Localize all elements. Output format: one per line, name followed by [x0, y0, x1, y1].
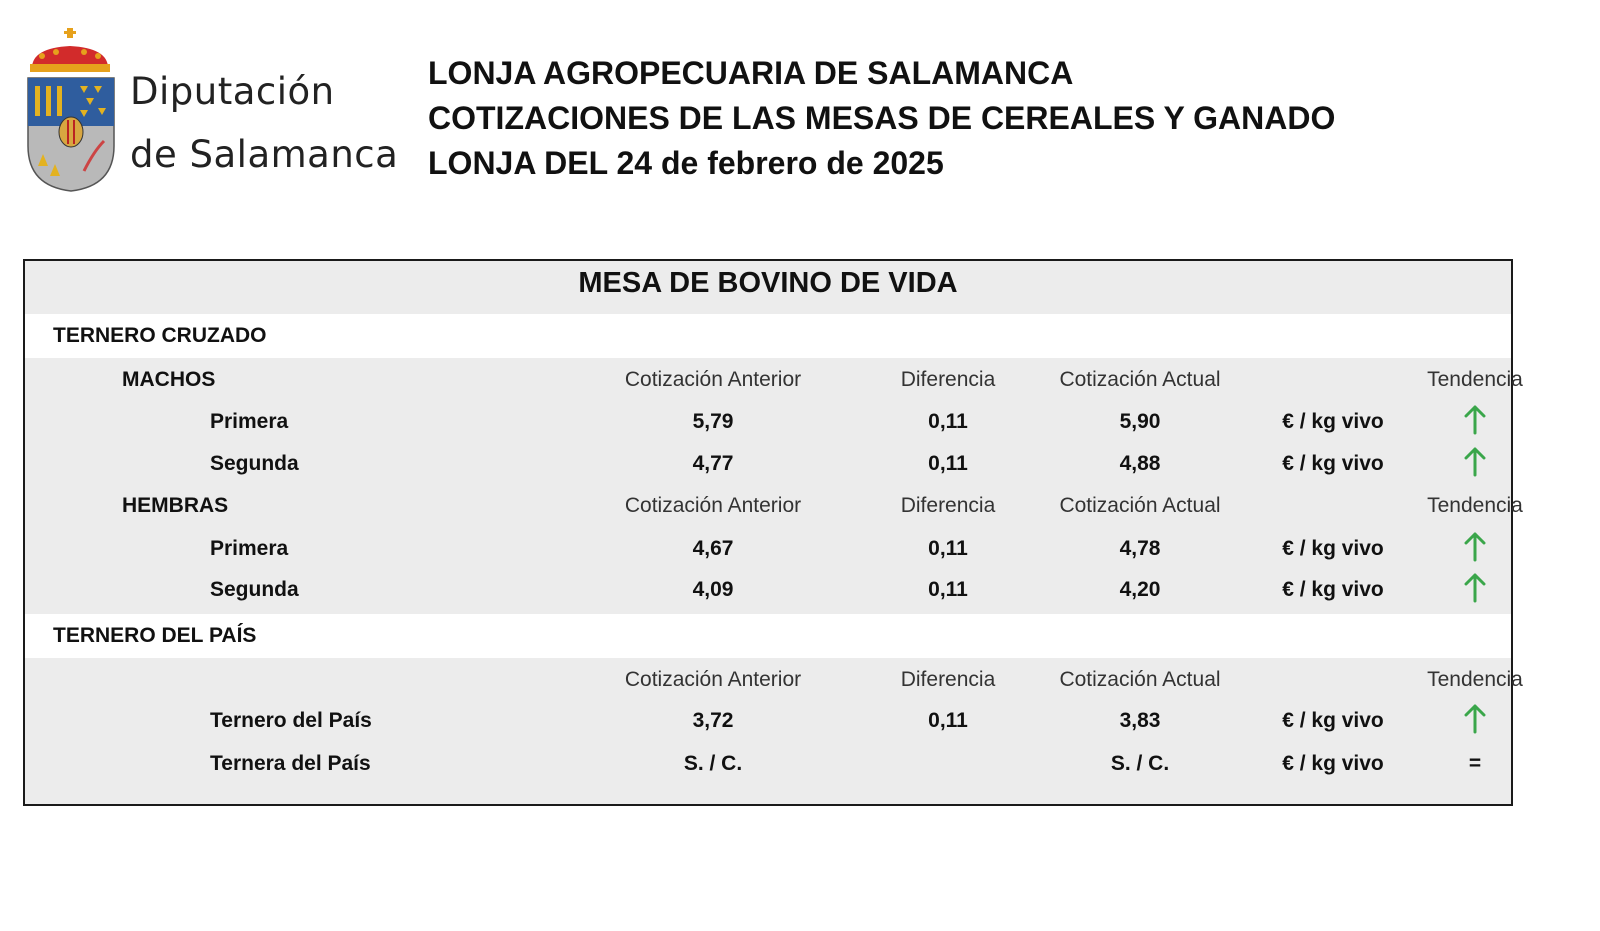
column-header-tendencia: Tendencia — [1427, 368, 1523, 391]
value-diferencia: 0,11 — [928, 578, 968, 601]
row-label: Primera — [210, 537, 289, 560]
section-title-row — [25, 616, 1511, 656]
up-arrow-icon — [1464, 573, 1486, 603]
table-row — [25, 701, 1511, 741]
column-header-anterior: Cotización Anterior — [624, 668, 802, 691]
column-header-anterior: Cotización Anterior — [624, 494, 802, 517]
row-label: Ternero del País — [210, 709, 372, 732]
group-label-machos: MACHOS — [122, 368, 216, 391]
table-row — [25, 402, 1511, 442]
group-label-hembras: HEMBRAS — [122, 494, 229, 517]
section-title-ternero-cruzado: TERNERO CRUZADO — [53, 324, 267, 347]
unit-label: € / kg vivo — [1282, 452, 1384, 475]
trend-cell — [1405, 529, 1545, 569]
diputacion-logo — [22, 26, 399, 196]
table-header-row — [25, 486, 1523, 526]
table-row — [25, 444, 1511, 484]
unit-label: € / kg vivo — [1282, 537, 1384, 560]
value-actual: 4,88 — [1119, 452, 1161, 475]
column-header-diferencia: Diferencia — [900, 668, 996, 691]
column-header-actual: Cotización Actual — [1059, 368, 1221, 391]
up-arrow-icon — [1464, 704, 1486, 734]
trend-cell — [1405, 444, 1545, 484]
value-diferencia: 0,11 — [928, 709, 968, 732]
up-arrow-icon — [1464, 447, 1486, 477]
section-title-row — [25, 316, 1511, 356]
document-header — [428, 51, 1335, 186]
column-header-diferencia: Diferencia — [900, 368, 996, 391]
value-diferencia — [873, 744, 1023, 784]
table-header-row — [25, 360, 1523, 400]
column-header-tendencia: Tendencia — [1427, 668, 1523, 691]
table-title: MESA DE BOVINO DE VIDA — [578, 267, 958, 299]
value-actual: 3,83 — [1119, 709, 1161, 732]
trend-equal: = — [1468, 752, 1482, 775]
price-table — [23, 259, 1523, 806]
row-label: Primera — [210, 410, 289, 433]
value-diferencia: 0,11 — [928, 410, 968, 433]
value-actual: 4,20 — [1119, 578, 1161, 601]
header-line-1: LONJA AGROPECUARIA DE SALAMANCA — [428, 55, 1074, 91]
logo-text-line1: Diputación — [130, 70, 335, 113]
table-header-row — [25, 660, 1523, 700]
row-label: Ternera del País — [210, 752, 371, 775]
column-header-actual: Cotización Actual — [1059, 668, 1221, 691]
value-anterior: 4,77 — [692, 452, 734, 475]
coat-of-arms-icon — [22, 26, 122, 196]
row-label: Segunda — [210, 578, 299, 601]
trend-cell — [1405, 402, 1545, 442]
value-anterior: 5,79 — [692, 410, 734, 433]
value-actual: 5,90 — [1119, 410, 1161, 433]
up-arrow-icon — [1464, 532, 1486, 562]
value-actual: S. / C. — [1110, 752, 1170, 775]
header-line-2: COTIZACIONES DE LAS MESAS DE CEREALES Y GANADO — [428, 100, 1336, 136]
column-header-tendencia: Tendencia — [1427, 494, 1523, 517]
column-header-actual: Cotización Actual — [1059, 494, 1221, 517]
table-row — [25, 570, 1511, 610]
column-header-anterior: Cotización Anterior — [624, 368, 802, 391]
unit-label: € / kg vivo — [1282, 752, 1384, 775]
header-line-3: LONJA DEL 24 de febrero de 2025 — [428, 145, 944, 181]
table-row — [25, 529, 1511, 569]
up-arrow-icon — [1464, 405, 1486, 435]
column-header-diferencia: Diferencia — [900, 494, 996, 517]
value-actual: 4,78 — [1119, 537, 1161, 560]
unit-label: € / kg vivo — [1282, 578, 1384, 601]
logo-text-line2: de Salamanca — [130, 133, 399, 176]
section-title-ternero-del-pais: TERNERO DEL PAÍS — [53, 624, 257, 647]
unit-label: € / kg vivo — [1282, 709, 1384, 732]
value-diferencia: 0,11 — [928, 537, 968, 560]
trend-cell — [1405, 570, 1545, 610]
trend-cell — [1405, 701, 1545, 741]
value-anterior: 3,72 — [692, 709, 734, 732]
unit-label: € / kg vivo — [1282, 410, 1384, 433]
row-label: Segunda — [210, 452, 299, 475]
value-diferencia: 0,11 — [928, 452, 968, 475]
table-row — [25, 744, 1511, 784]
value-anterior: 4,09 — [692, 578, 734, 601]
value-anterior: 4,67 — [692, 537, 734, 560]
value-anterior: S. / C. — [683, 752, 743, 775]
